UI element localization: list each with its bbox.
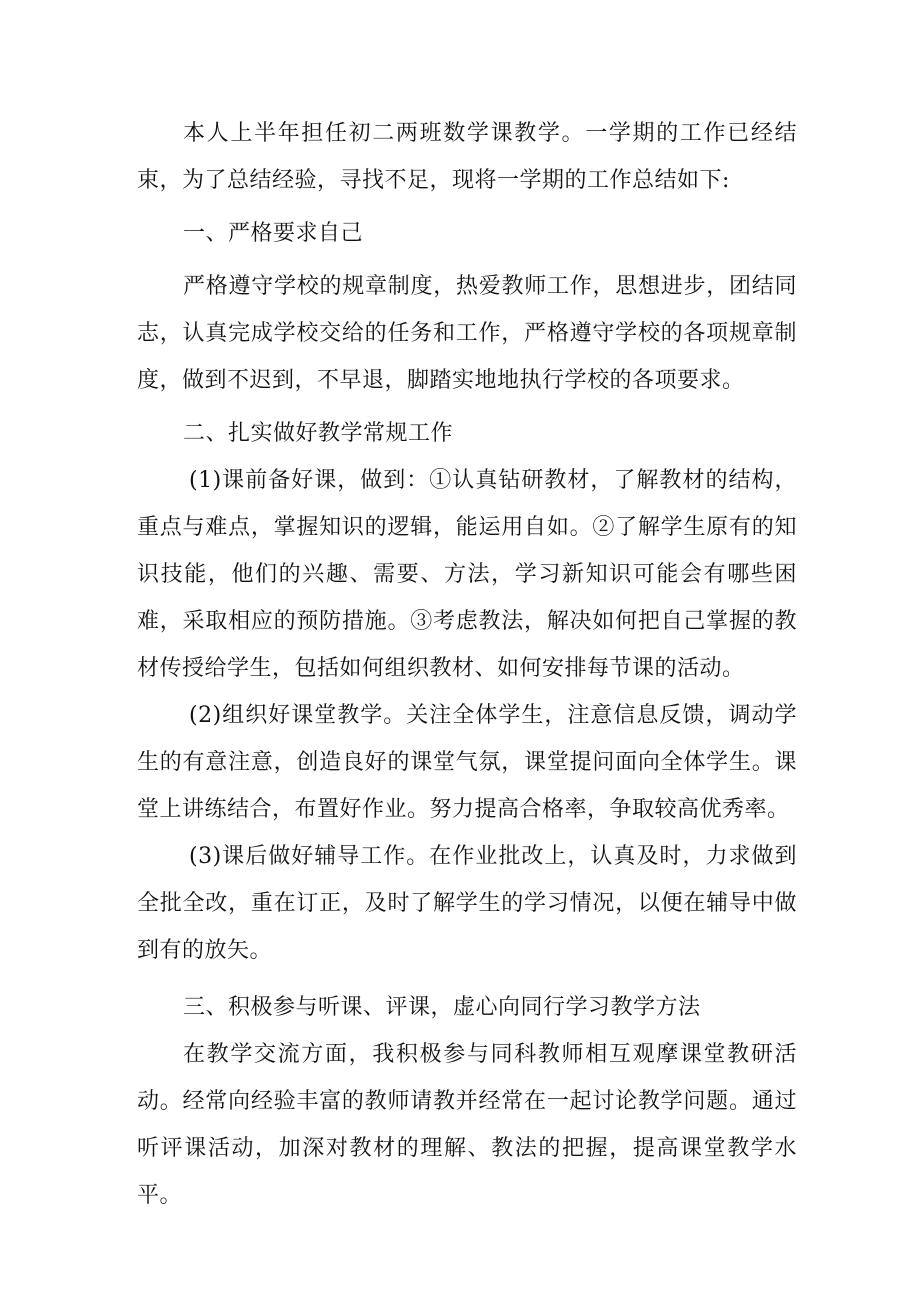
section-2-item-1: (1)课前备好课，做到：①认真钻研教材，了解教材的结构，重点与难点，掌握知识的逻辑，能运用自如。②了解学生原有的知识技能，他们的兴趣、需要、方法，学习新知识可能会有哪些困难，采取相应的预防措施。③考虑教法，解决如何把自己掌握的教材传授给学生，包括如何组织教材、如何安排每节课的活动。 [137, 468, 797, 681]
intro-paragraph: 本人上半年担任初二两班数学课教学。一学期的工作已经结束，为了总结经验，寻找不足，现将一学期的工作总结如下: [137, 121, 797, 193]
section-2-heading: 二、扎实做好教学常规工作 [183, 421, 454, 446]
section-3-paragraph: 在教学交流方面，我积极参与同科教师相互观摩课堂教研活动。经常向经验丰富的教师请教并经常在一起讨论教学问题。通过听评课活动，加深对教材的理解、教法的把握，提高课堂教学水平。 [137, 1042, 797, 1208]
section-2-item-2: (2)组织好课堂教学。关注全体学生，注意信息反馈，调动学生的有意注意，创造良好的课堂气氛，课堂提问面向全体学生。课堂上讲练结合，布置好作业。努力提高合格率，争取较高优秀率。 [137, 703, 797, 822]
section-1-heading: 一、严格要求自己 [183, 221, 364, 246]
document-body [137, 110, 797, 1219]
section-2-item-3: (3)课后做好辅导工作。在作业批改上，认真及时，力求做到全批全改，重在订正，及时了解学生的学习情况，以便在辅导中做到有的放矢。 [137, 844, 797, 963]
section-3-heading: 三、积极参与听课、评课，虚心向同行学习教学方法 [183, 995, 701, 1020]
section-1-paragraph: 严格遵守学校的规章制度，热爱教师工作，思想进步，团结同志，认真完成学校交给的任务和工作，严格遵守学校的各项规章制度，做到不迟到，不早退，脚踏实地地执行学校的各项要求。 [137, 274, 797, 393]
